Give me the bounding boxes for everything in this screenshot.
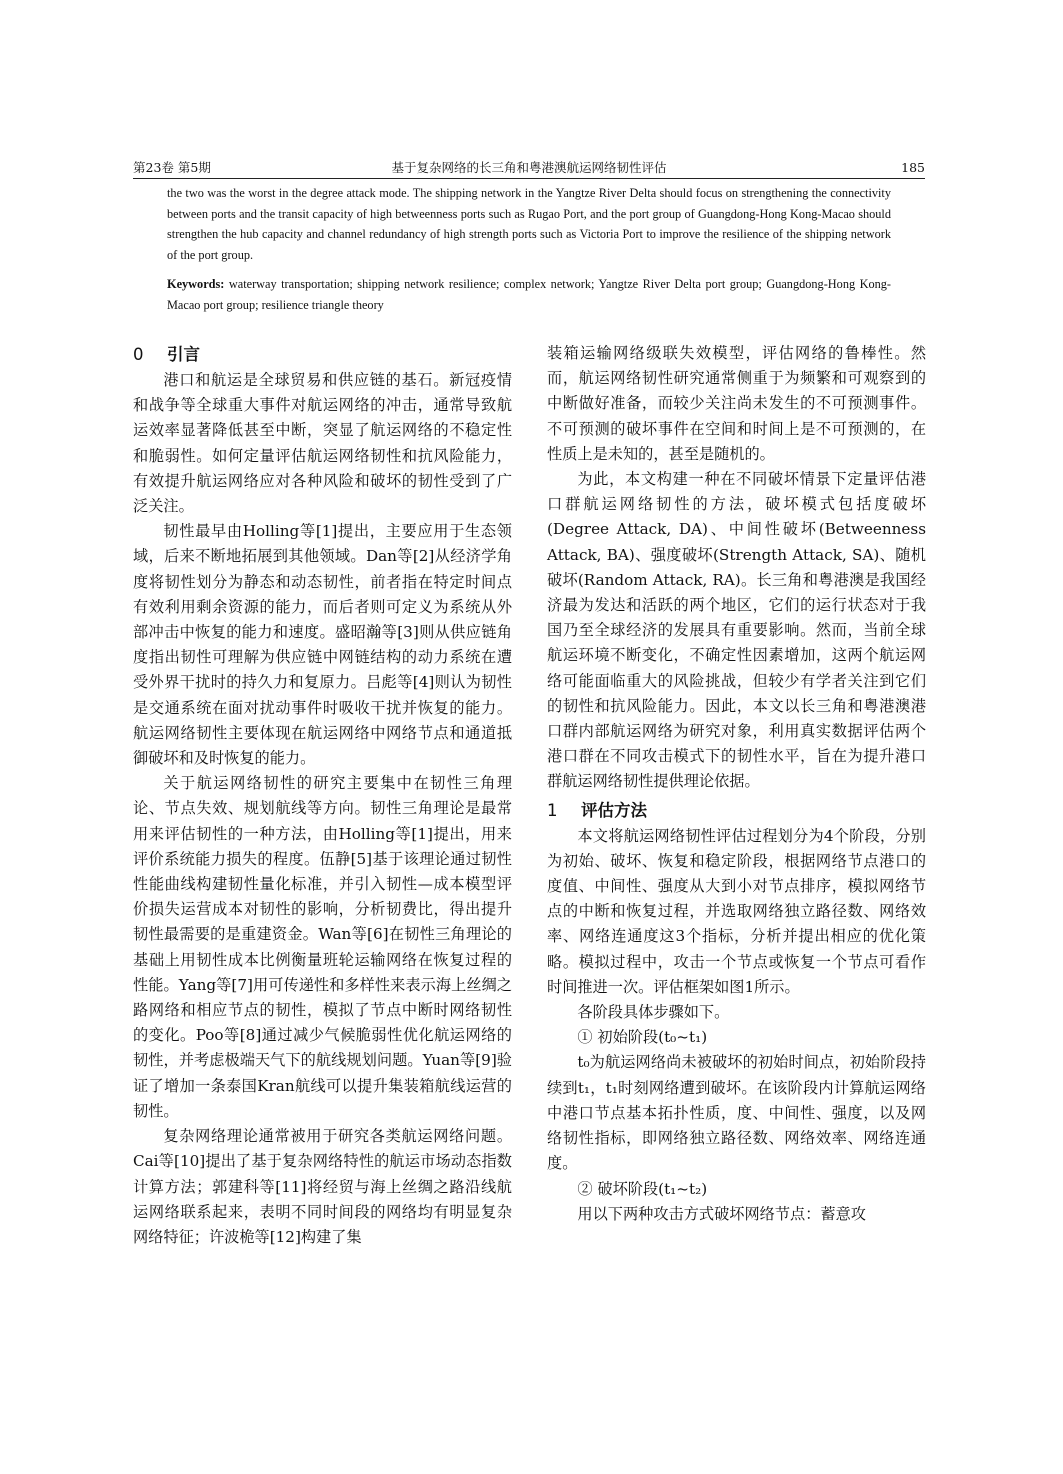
stage-heading-initial: ① 初始阶段(t₀~t₁) — [577, 1028, 708, 1047]
section-title: 评估方法 — [581, 800, 647, 820]
journal-volume-issue: 第23卷 第5期 — [133, 160, 211, 175]
paragraph: 港口和航运是全球贸易和供应链的基石。新冠疫情和战争等全球重大事件对航运网络的冲击，通常导致航运效率显著降低甚至中断，突显了航运网络的不稳定性和脆弱性。如何定量评估航运网络韧性和抗风险能力，有效提升航运网络应对各种风险和破坏的韧性受到了广泛关注。 — [133, 371, 512, 516]
paragraph: 为此，本文构建一种在不同破坏情景下定量评估港口群航运网络韧性的方法，破坏模式包括度破坏(Degree Attack, DA)、中间性破坏(Betweenness Attack, BA)、强度破坏(Strength Attack, SA)、随机破坏(Random Attack, RA)。长三角和粤港澳是我国经济最为发达和活跃的两个地区，它们的运行状态对于我国乃至全球经济的发展具有重要影响。然而，当前全球航运环境不断变化，不确定性因素增加，这两个航运网络可能面临重大的风险挑战，但较少有学者关注到它们的韧性和抗风险能力。因此，本文以长三角和粤港澳港口群内部航运网络为研究对象，利用真实数据评估两个港口群在不同攻击模式下的韧性水平，旨在为提升港口群航运网络韧性提供理论依据。 — [547, 470, 926, 791]
running-header — [133, 160, 925, 179]
paragraph: 韧性最早由Holling等[1]提出，主要应用于生态领域，后来不断地拓展到其他领域。Dan等[2]从经济学角度将韧性划分为静态和动态韧性，前者指在特定时间点有效利用剩余资源的能力，而后者则可定义为系统从外部冲击中恢复的能力和速度。盛昭瀚等[3]则从供应链角度指出韧性可理解为供应链中网链结构的动力系统在遭受外界干扰时的持久力和复原力。吕彪等[4]则认为韧性是交通系统在面对扰动事件时吸收干扰并恢复的能力。航运网络韧性主要体现在航运网络中网络节点和通道抵御破坏和及时恢复的能力。 — [133, 522, 512, 768]
page-number: 185 — [901, 160, 925, 175]
section-number: 0 — [133, 345, 144, 364]
english-abstract — [167, 183, 891, 315]
stage-heading-disruption: ② 破坏阶段(t₁~t₂) — [577, 1179, 708, 1198]
section-title: 引言 — [167, 345, 200, 364]
paragraph-continued: 装箱运输网络级联失效模型，评估网络的鲁棒性。然而，航运网络韧性研究通常侧重于为频繁和可观察到的中断做好准备，而较少关注尚未发生的不可预测事件。不可预测的破坏事件在空间和时间上是不可预测的，在性质上是未知的，甚至是随机的。 — [547, 344, 926, 463]
paragraph: 本文将航运网络韧性评估过程划分为4个阶段，分别为初始、破坏、恢复和稳定阶段，根据网络节点港口的度值、中间性、强度从大到小对节点排序，模拟网络节点的中断和恢复过程，并选取网络独立路径数、网络效率、网络连通度这3个指标，分析并提出相应的优化策略。模拟过程中，攻击一个节点或恢复一个节点可看作时间推进一次。评估框架如图1所示。 — [547, 826, 926, 996]
section-number: 1 — [547, 800, 558, 820]
section-heading-introduction — [133, 341, 512, 368]
section-heading-methods — [547, 797, 926, 824]
keywords-label: Keywords: — [167, 277, 225, 291]
left-column — [133, 341, 512, 1250]
paragraph: 复杂网络理论通常被用于研究各类航运网络问题。Cai等[10]提出了基于复杂网络特性的航运市场动态指数计算方法；郭建科等[11]将经贸与海上丝绸之路沿线航运网络联系起来，表明不同时间段的网络均有明显复杂网络特征；许波桅等[12]构建了集 — [133, 1127, 512, 1246]
running-title: 基于复杂网络的长三角和粤港澳航运网络韧性评估 — [391, 160, 667, 175]
right-column — [547, 341, 926, 1227]
keywords-text: waterway transportation; shipping network resilience; complex network; Yangtze River Delta port group; Guangdong-Hong Kong-Macao port group; resilience triangle theory — [167, 277, 891, 312]
paragraph: 关于航运网络韧性的研究主要集中在韧性三角理论、节点失效、规划航线等方向。韧性三角理论是最常用来评估韧性的一种方法，由Holling等[1]提出，用来评价系统能力损失的程度。伍静[5]基于该理论通过韧性性能曲线构建韧性量化标准，并引入韧性—成本模型评价损失运营成本对韧性的影响，分析韧费比，得出提升韧性最需要的是重建资金。Wan等[6]在韧性三角理论的基础上用韧性成本比例衡量班轮运输网络在恢复过程的性能。Yang等[7]用可传递性和多样性来表示海上丝绸之路网络和相应节点的韧性，模拟了节点中断时网络韧性的变化。Poo等[8]通过减少气候脆弱性优化航运网络的韧性，并考虑极端天气下的航线规划问题。Yuan等[9]验证了增加一条泰国Kran航线可以提升集装箱航线运营的韧性。 — [133, 774, 512, 1120]
paragraph: t₀为航运网络尚未被破坏的初始时间点，初始阶段持续到t₁，t₁时刻网络遭到破坏。在该阶段内计算航运网络中港口节点基本拓扑性质，度、中间性、强度，以及网络韧性指标，即网络独立路径数、网络效率、网络连通度。 — [547, 1053, 926, 1173]
paragraph: 用以下两种攻击方式破坏网络节点：蓄意攻 — [577, 1204, 866, 1223]
abstract-text: the two was the worst in the degree attack mode. The shipping network in the Yangtze River Delta should focus on strengthening the connectivity between ports and the transit capacity of high betweenness ports such as Rugao Port, and the port group of Guangdong-Hong Kong-Macao should strengthen the hub capacity and channel redundancy of high strength ports such as Victoria Port to improve the resilience of the shipping network of the port group. — [167, 186, 891, 262]
paragraph: 各阶段具体步骤如下。 — [577, 1003, 730, 1022]
keywords — [167, 274, 891, 315]
